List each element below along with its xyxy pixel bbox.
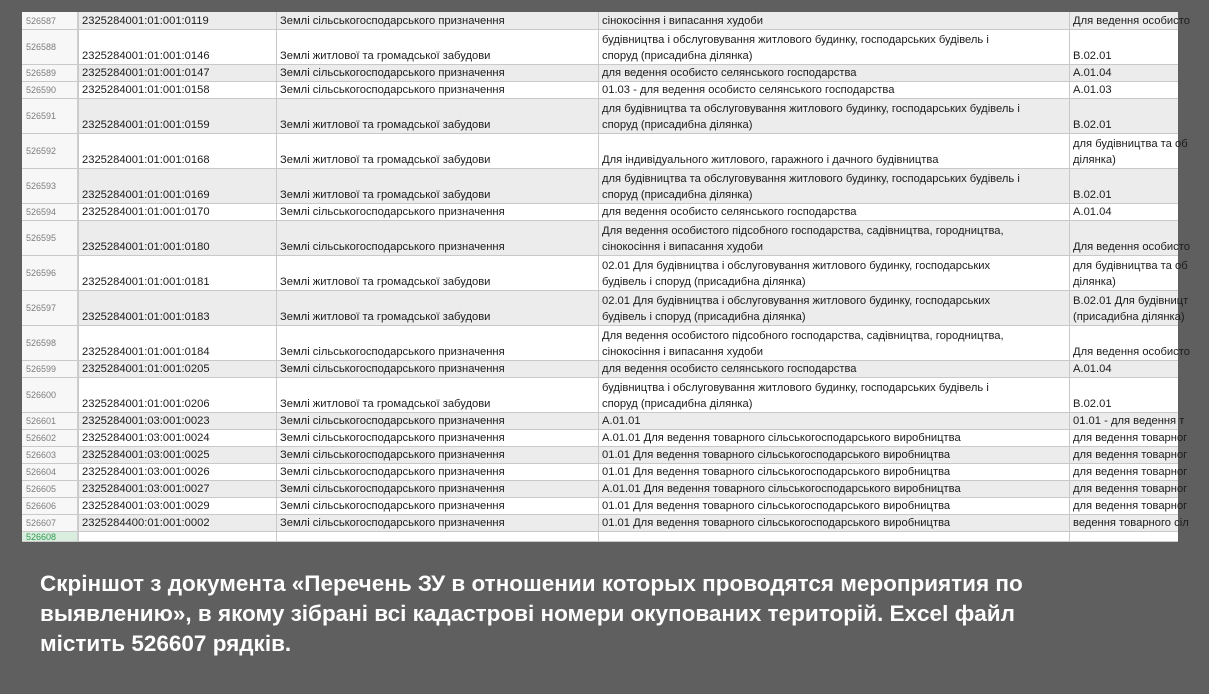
purpose-cell[interactable] [598, 464, 1069, 480]
cadastral-number-cell-text: 2325284001:03:001:0025 [82, 449, 210, 461]
purpose-code-cell[interactable] [1069, 378, 1209, 412]
land-category-cell-text: Землі сільськогосподарського призначення [280, 500, 505, 512]
land-category-cell-text: Землі житлової та громадської забудови [280, 154, 491, 166]
purpose-code-cell-text: для ведення товарног [1073, 432, 1188, 444]
purpose-cell[interactable] [598, 99, 1069, 133]
table-row[interactable] [22, 361, 1178, 378]
row-number[interactable]: 526590 [22, 82, 78, 98]
purpose-cell-text: А.01.01 [602, 415, 641, 427]
spreadsheet[interactable] [22, 14, 1190, 542]
row-number[interactable]: 526588 [22, 30, 78, 64]
purpose-cell-text: Для ведення особистого підсобного господарства, садівництва, городництва, сінокосіння і випасання худоби [602, 225, 1004, 253]
cadastral-number-cell-text: 2325284001:01:001:0180 [82, 241, 210, 253]
purpose-cell[interactable] [598, 447, 1069, 463]
caption-line-3: містить 526607 рядків. [40, 631, 292, 656]
row-number[interactable]: 526604 [22, 464, 78, 480]
caption-line-2: выявлению», в якому зібрані всі кадастрові номери окупованих територій. Excel файл [40, 601, 1015, 626]
purpose-code-cell[interactable] [1069, 326, 1209, 360]
cadastral-number-cell-text: 2325284001:01:001:0181 [82, 276, 210, 288]
land-category-cell[interactable] [276, 99, 598, 133]
purpose-cell-text: для будівництва та обслуговування житлового будинку, господарських будівель і споруд (присадибна ділянка) [602, 173, 1020, 201]
table-row[interactable] [22, 532, 1178, 542]
purpose-cell[interactable] [598, 361, 1069, 377]
cadastral-number-cell[interactable] [78, 256, 276, 290]
land-category-cell[interactable] [276, 361, 598, 377]
cadastral-number-cell[interactable] [78, 99, 276, 133]
table-row[interactable] [22, 498, 1188, 515]
cadastral-number-cell[interactable] [78, 326, 276, 360]
land-category-cell[interactable] [276, 65, 598, 81]
table-row[interactable] [22, 515, 1189, 532]
cadastral-number-cell[interactable] [78, 430, 276, 446]
purpose-code-cell[interactable] [1069, 413, 1209, 429]
purpose-code-cell-text: ведення товарного сіл [1073, 517, 1189, 529]
purpose-cell[interactable] [598, 532, 1069, 541]
land-category-cell-text: Землі сільськогосподарського призначення [280, 84, 505, 96]
row-number[interactable]: 526589 [22, 65, 78, 81]
row-number[interactable]: 526592 [22, 134, 78, 168]
table-row[interactable] [22, 99, 1178, 134]
cadastral-number-cell-text: 2325284001:01:001:0168 [82, 154, 210, 166]
purpose-code-cell[interactable] [1069, 30, 1209, 64]
purpose-cell-text: 02.01 Для будівництва і обслуговування житлового будинку, господарських будівель і споруд (присадибна ділянка) [602, 260, 991, 288]
row-number[interactable]: 526587 [22, 12, 78, 29]
cadastral-number-cell-text: 2325284001:03:001:0026 [82, 466, 210, 478]
cadastral-number-cell[interactable] [78, 169, 276, 203]
cadastral-number-cell[interactable] [78, 481, 276, 497]
purpose-cell[interactable] [598, 82, 1069, 98]
cadastral-number-cell-text: 2325284001:01:001:0205 [82, 363, 210, 375]
table-row[interactable] [22, 430, 1188, 447]
purpose-cell[interactable] [598, 65, 1069, 81]
cadastral-number-cell-text: 2325284001:01:001:0169 [82, 189, 210, 201]
cadastral-number-cell-text: 2325284001:01:001:0184 [82, 346, 210, 358]
purpose-code-cell-text: А.01.03 [1073, 84, 1112, 96]
purpose-code-cell[interactable] [1069, 82, 1209, 98]
purpose-cell[interactable] [598, 481, 1069, 497]
land-category-cell-text: Землі сільськогосподарського призначення [280, 346, 505, 358]
purpose-cell[interactable] [598, 169, 1069, 203]
purpose-code-cell-text: В.02.01 [1073, 189, 1112, 201]
purpose-code-cell[interactable] [1069, 99, 1209, 133]
row-number[interactable]: 526594 [22, 204, 78, 220]
purpose-code-cell-text: для ведення товарног [1073, 483, 1188, 495]
purpose-code-cell-text: 01.01 - для ведення т [1073, 415, 1185, 427]
purpose-cell[interactable] [598, 204, 1069, 220]
purpose-code-cell[interactable] [1069, 361, 1209, 377]
purpose-cell-text: Для ведення особистого підсобного господарства, садівництва, городництва, сінокосіння і випасання худоби [602, 330, 1004, 358]
land-category-cell-text: Землі житлової та громадської забудови [280, 119, 491, 131]
table-row[interactable] [22, 378, 1178, 413]
table-row[interactable] [22, 447, 1188, 464]
purpose-cell-text: для ведення особисто селянського господарства [602, 363, 857, 375]
purpose-code-cell-text: А.01.04 [1073, 67, 1112, 79]
purpose-cell[interactable] [598, 256, 1069, 290]
cadastral-number-cell[interactable] [78, 82, 276, 98]
purpose-code-cell-text: Для ведення особисто [1073, 15, 1190, 27]
purpose-code-cell[interactable] [1069, 204, 1209, 220]
cadastral-number-cell-text: 2325284001:03:001:0027 [82, 483, 210, 495]
purpose-code-cell[interactable] [1069, 464, 1209, 480]
cadastral-number-cell-text: 2325284001:01:001:0147 [82, 67, 210, 79]
cadastral-number-cell-text: 2325284001:01:001:0170 [82, 206, 210, 218]
cadastral-number-cell[interactable] [78, 532, 276, 541]
table-row[interactable] [22, 291, 1189, 326]
land-category-cell[interactable] [276, 12, 598, 29]
land-category-cell[interactable] [276, 498, 598, 514]
land-category-cell[interactable] [276, 326, 598, 360]
purpose-cell-text: сінокосіння і випасання худоби [602, 15, 763, 27]
cadastral-number-cell[interactable] [78, 204, 276, 220]
purpose-code-cell[interactable] [1069, 532, 1209, 541]
cadastral-number-cell-text: 2325284001:01:001:0206 [82, 398, 210, 410]
land-category-cell-text: Землі сільськогосподарського призначення [280, 67, 505, 79]
land-category-cell[interactable] [276, 82, 598, 98]
land-category-cell-text: Землі житлової та громадської забудови [280, 50, 491, 62]
land-category-cell[interactable] [276, 134, 598, 168]
table-row[interactable] [22, 464, 1188, 481]
row-number[interactable]: 526607 [22, 515, 78, 531]
row-number[interactable]: 526600 [22, 378, 78, 412]
purpose-code-cell[interactable] [1069, 65, 1209, 81]
purpose-cell[interactable] [598, 430, 1069, 446]
row-number[interactable]: 526606 [22, 498, 78, 514]
cadastral-number-cell[interactable] [78, 447, 276, 463]
row-number[interactable]: 526601 [22, 413, 78, 429]
cadastral-number-cell[interactable] [78, 413, 276, 429]
purpose-code-cell[interactable] [1069, 169, 1209, 203]
land-category-cell[interactable] [276, 515, 598, 531]
cadastral-number-cell[interactable] [78, 361, 276, 377]
table-row[interactable] [22, 134, 1188, 169]
cadastral-number-cell-text: 2325284001:03:001:0023 [82, 415, 210, 427]
cadastral-number-cell[interactable] [78, 221, 276, 255]
land-category-cell-text: Землі сільськогосподарського призначення [280, 15, 505, 27]
cadastral-number-cell-text: 2325284400:01:001:0002 [82, 517, 210, 529]
purpose-cell-text: будівництва і обслуговування житлового будинку, господарських будівель і споруд (присадибна ділянка) [602, 34, 989, 62]
purpose-code-cell-text: для будівництва та об ділянка) [1073, 260, 1188, 288]
purpose-cell[interactable] [598, 12, 1069, 29]
row-number[interactable]: 526595 [22, 221, 78, 255]
land-category-cell-text: Землі житлової та громадської забудови [280, 311, 491, 323]
purpose-code-cell-text: А.01.04 [1073, 206, 1112, 218]
table-row[interactable] [22, 413, 1185, 430]
table-row[interactable] [22, 256, 1188, 291]
purpose-code-cell-text: В.02.01 [1073, 398, 1112, 410]
purpose-code-cell[interactable] [1069, 256, 1209, 290]
land-category-cell-text: Землі сільськогосподарського призначення [280, 415, 505, 427]
purpose-code-cell-text: для ведення товарног [1073, 449, 1188, 461]
table-row[interactable] [22, 65, 1178, 82]
land-category-cell[interactable] [276, 481, 598, 497]
row-number[interactable]: 526608 [22, 532, 78, 541]
cadastral-number-cell-text: 2325284001:01:001:0159 [82, 119, 210, 131]
purpose-cell-text: А.01.01 Для ведення товарного сільськогосподарського виробництва [602, 432, 961, 444]
cadastral-number-cell[interactable] [78, 291, 276, 325]
purpose-cell[interactable] [598, 515, 1069, 531]
purpose-cell[interactable] [598, 378, 1069, 412]
land-category-cell[interactable] [276, 30, 598, 64]
purpose-code-cell[interactable] [1069, 221, 1209, 255]
row-number[interactable]: 526605 [22, 481, 78, 497]
purpose-code-cell-text: для будівництва та об ділянка) [1073, 138, 1188, 166]
purpose-cell-text: будівництва і обслуговування житлового будинку, господарських будівель і споруд (присадибна ділянка) [602, 382, 989, 410]
land-category-cell-text: Землі житлової та громадської забудови [280, 276, 491, 288]
cadastral-number-cell[interactable] [78, 12, 276, 29]
land-category-cell[interactable] [276, 413, 598, 429]
table-row[interactable] [22, 82, 1178, 99]
purpose-code-cell[interactable] [1069, 291, 1209, 325]
cadastral-number-cell[interactable] [78, 498, 276, 514]
land-category-cell[interactable] [276, 204, 598, 220]
purpose-cell-text: для ведення особисто селянського господарства [602, 67, 857, 79]
purpose-cell-text: 01.01 Для ведення товарного сільськогосподарського виробництва [602, 449, 951, 461]
cadastral-number-cell[interactable] [78, 65, 276, 81]
cadastral-number-cell[interactable] [78, 134, 276, 168]
purpose-code-cell-text: В.02.01 [1073, 119, 1112, 131]
row-number[interactable]: 526603 [22, 447, 78, 463]
purpose-code-cell[interactable] [1069, 134, 1209, 168]
cadastral-number-cell-text: 2325284001:01:001:0119 [82, 15, 209, 27]
table-row[interactable] [22, 221, 1190, 256]
image-caption [40, 569, 1160, 659]
purpose-cell-text: Для індивідуального житлового, гаражного і дачного будівництва [602, 154, 939, 166]
row-number[interactable]: 526593 [22, 169, 78, 203]
purpose-code-cell-text: для ведення товарног [1073, 500, 1188, 512]
cadastral-number-cell-text: 2325284001:01:001:0146 [82, 50, 210, 62]
land-category-cell-text: Землі сільськогосподарського призначення [280, 206, 505, 218]
purpose-code-cell[interactable] [1069, 515, 1209, 531]
cadastral-number-cell-text: 2325284001:03:001:0024 [82, 432, 210, 444]
land-category-cell[interactable] [276, 430, 598, 446]
cadastral-number-cell-text: 2325284001:03:001:0029 [82, 500, 210, 512]
purpose-cell[interactable] [598, 221, 1069, 255]
purpose-code-cell-text: Для ведення особисто [1073, 346, 1190, 358]
land-category-cell[interactable] [276, 447, 598, 463]
purpose-cell[interactable] [598, 413, 1069, 429]
purpose-code-cell[interactable] [1069, 12, 1209, 29]
cadastral-number-cell[interactable] [78, 378, 276, 412]
land-category-cell-text: Землі сільськогосподарського призначення [280, 363, 505, 375]
purpose-code-cell-text: В.02.01 Для будівницт (присадибна ділянка) [1073, 295, 1189, 323]
land-category-cell-text: Землі сільськогосподарського призначення [280, 483, 505, 495]
purpose-code-cell[interactable] [1069, 481, 1209, 497]
row-number[interactable]: 526599 [22, 361, 78, 377]
purpose-code-cell-text: В.02.01 [1073, 50, 1112, 62]
table-row[interactable] [22, 12, 1190, 30]
purpose-cell-text: 01.03 - для ведення особисто селянського господарства [602, 84, 895, 96]
land-category-cell[interactable] [276, 291, 598, 325]
purpose-cell-text: 01.01 Для ведення товарного сільськогосподарського виробництва [602, 466, 951, 478]
row-number[interactable]: 526598 [22, 326, 78, 360]
purpose-cell-text: 01.01 Для ведення товарного сільськогосподарського виробництва [602, 517, 951, 529]
table-row[interactable] [22, 326, 1190, 361]
cadastral-number-cell-text: 2325284001:01:001:0158 [82, 84, 210, 96]
purpose-cell-text: А.01.01 Для ведення товарного сільськогосподарського виробництва [602, 483, 961, 495]
table-row[interactable] [22, 30, 1178, 65]
purpose-code-cell[interactable] [1069, 430, 1209, 446]
purpose-code-cell-text: Для ведення особисто [1073, 241, 1190, 253]
land-category-cell-text: Землі сільськогосподарського призначення [280, 241, 505, 253]
cadastral-number-cell[interactable] [78, 30, 276, 64]
land-category-cell[interactable] [276, 169, 598, 203]
land-category-cell-text: Землі сільськогосподарського призначення [280, 466, 505, 478]
caption-line-1: Скріншот з документа «Перечень ЗУ в отношении которых проводятся мероприятия по [40, 571, 1023, 596]
purpose-cell-text: 02.01 Для будівництва і обслуговування житлового будинку, господарських будівель і споруд (присадибна ділянка) [602, 295, 991, 323]
land-category-cell-text: Землі сільськогосподарського призначення [280, 432, 505, 444]
cadastral-number-cell[interactable] [78, 515, 276, 531]
table-row[interactable] [22, 169, 1178, 204]
row-number[interactable]: 526596 [22, 256, 78, 290]
row-number[interactable]: 526602 [22, 430, 78, 446]
purpose-code-cell[interactable] [1069, 447, 1209, 463]
cadastral-number-cell[interactable] [78, 464, 276, 480]
purpose-cell[interactable] [598, 498, 1069, 514]
purpose-cell-text: 01.01 Для ведення товарного сільськогосподарського виробництва [602, 500, 951, 512]
purpose-code-cell-text: А.01.04 [1073, 363, 1112, 375]
row-number[interactable]: 526591 [22, 99, 78, 133]
purpose-cell[interactable] [598, 326, 1069, 360]
land-category-cell-text: Землі житлової та громадської забудови [280, 398, 491, 410]
row-number[interactable]: 526597 [22, 291, 78, 325]
land-category-cell[interactable] [276, 378, 598, 412]
purpose-code-cell[interactable] [1069, 498, 1209, 514]
cadastral-number-cell-text: 2325284001:01:001:0183 [82, 311, 210, 323]
purpose-cell[interactable] [598, 134, 1069, 168]
purpose-code-cell-text: для ведення товарног [1073, 466, 1188, 478]
purpose-cell-text: для будівництва та обслуговування житлового будинку, господарських будівель і споруд (присадибна ділянка) [602, 103, 1020, 131]
table-row[interactable] [22, 204, 1178, 221]
purpose-cell[interactable] [598, 291, 1069, 325]
purpose-cell-text: для ведення особисто селянського господарства [602, 206, 857, 218]
land-category-cell[interactable] [276, 464, 598, 480]
purpose-cell[interactable] [598, 30, 1069, 64]
land-category-cell-text: Землі житлової та громадської забудови [280, 189, 491, 201]
table-row[interactable] [22, 481, 1188, 498]
land-category-cell[interactable] [276, 221, 598, 255]
land-category-cell[interactable] [276, 532, 598, 541]
land-category-cell[interactable] [276, 256, 598, 290]
land-category-cell-text: Землі сільськогосподарського призначення [280, 449, 505, 461]
land-category-cell-text: Землі сільськогосподарського призначення [280, 517, 505, 529]
